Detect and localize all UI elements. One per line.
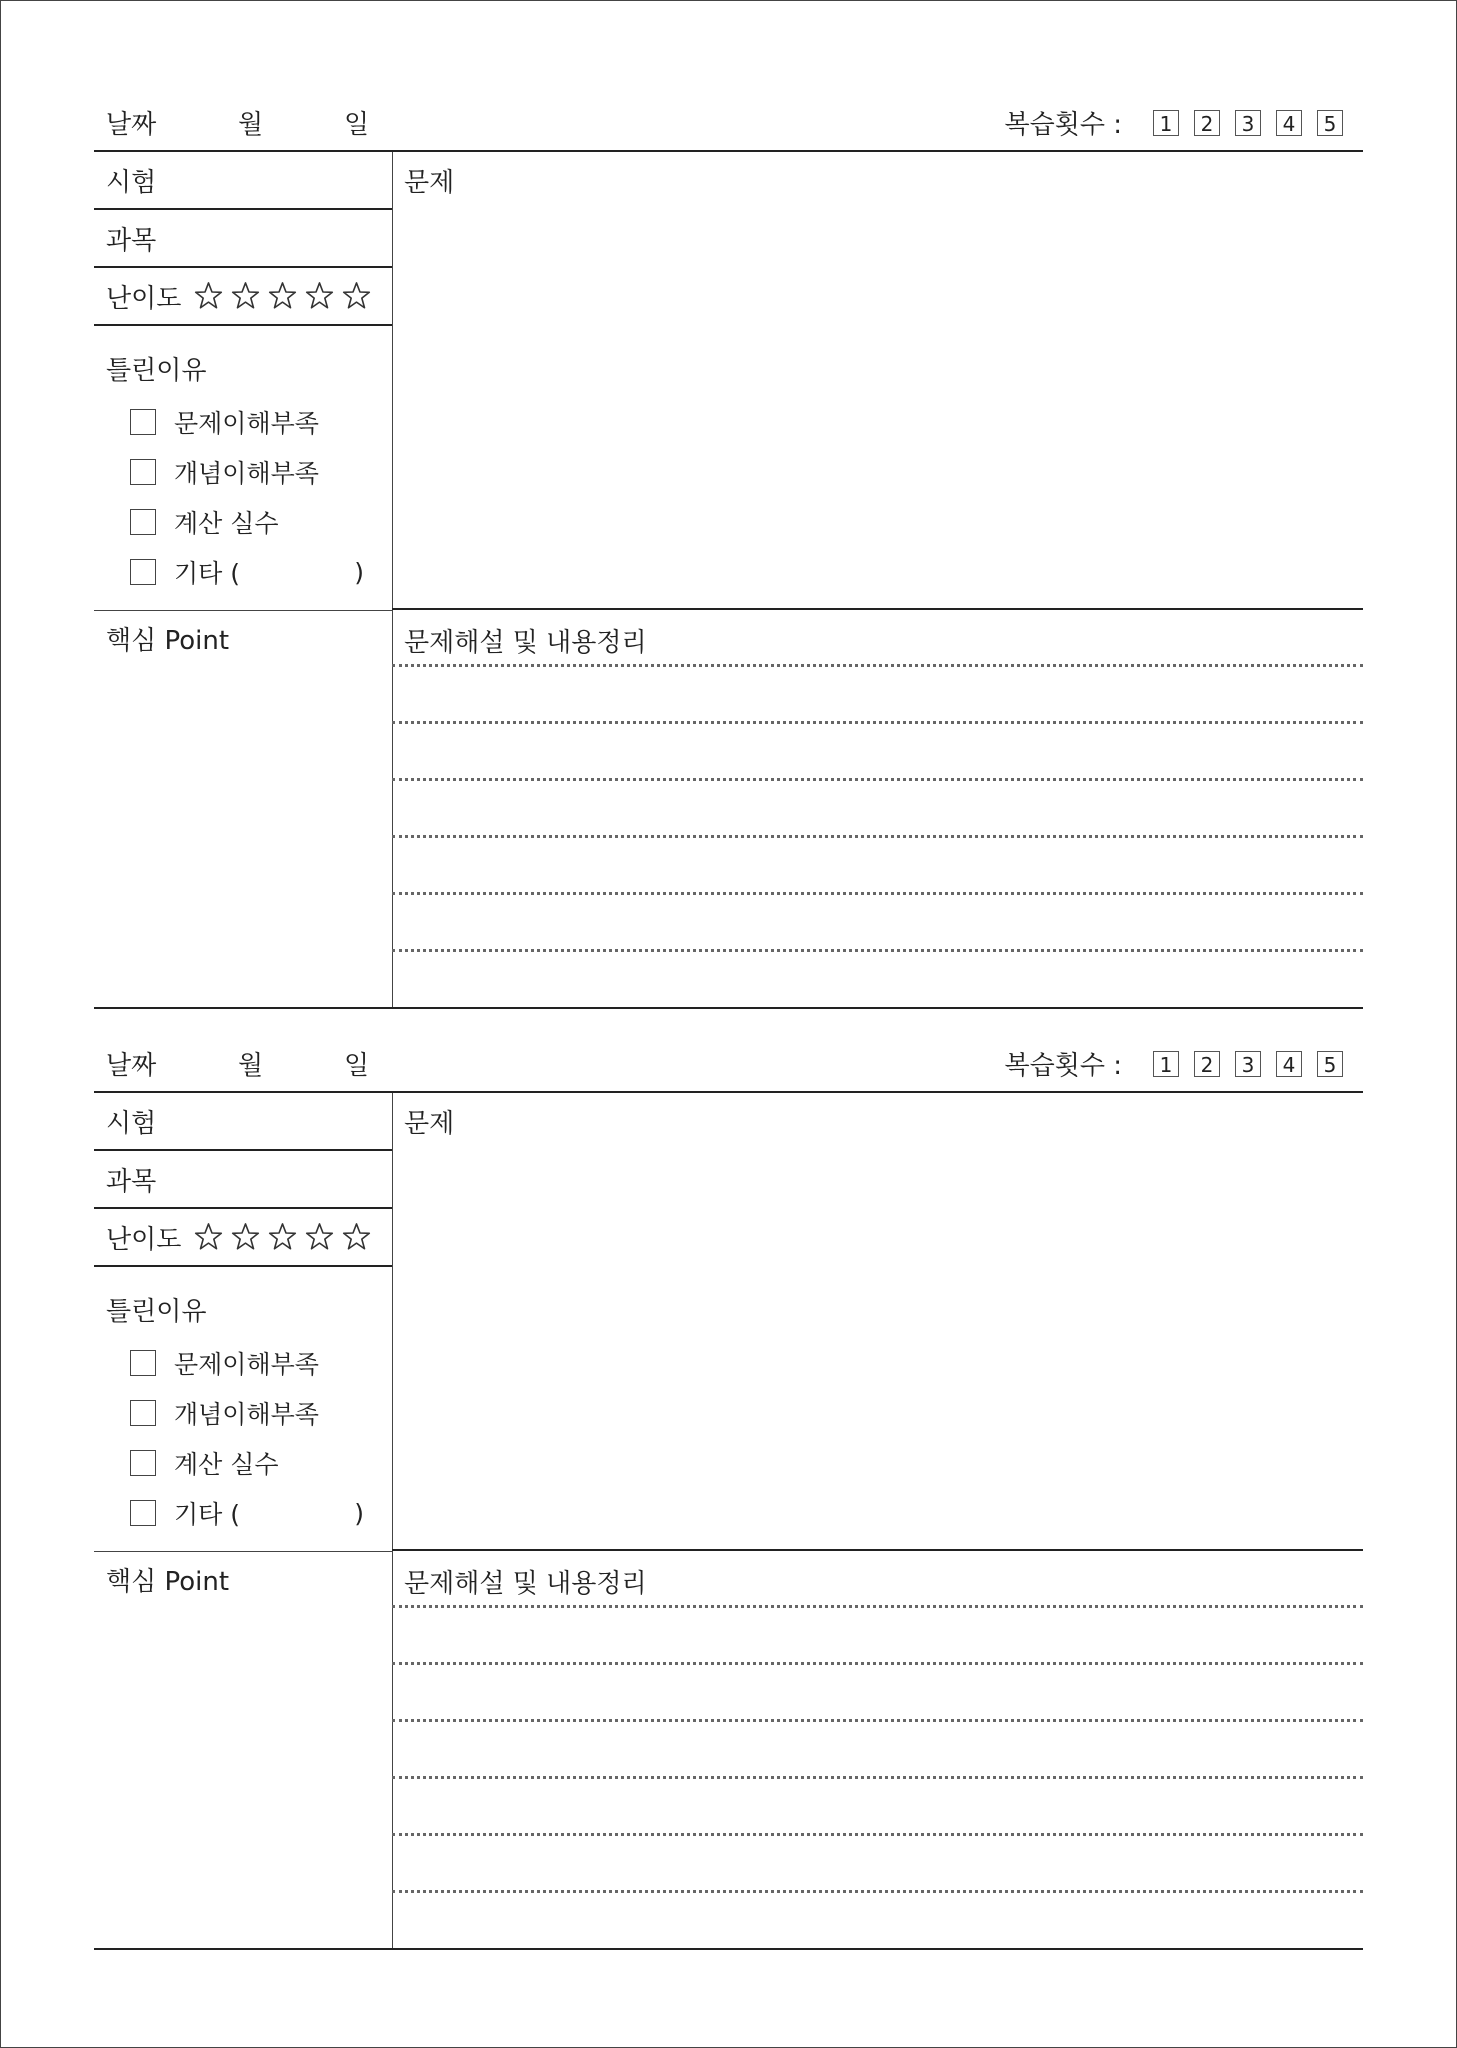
dotted-line	[392, 1776, 1363, 1779]
reason-label: 기타 (	[174, 1500, 241, 1529]
review-box-1[interactable]: 1	[1153, 110, 1179, 136]
problem-label: 문제	[404, 1109, 455, 1139]
star-icon[interactable]	[266, 280, 299, 312]
review-count	[1005, 104, 1344, 141]
dotted-line	[392, 1833, 1363, 1836]
explanation-label: 문제해설 및 내용정리	[404, 1569, 647, 1599]
review-count	[1005, 1045, 1344, 1082]
dotted-line	[392, 721, 1363, 724]
reason-label: 계산 실수	[174, 509, 279, 538]
day-label: 일	[344, 1051, 370, 1081]
month-label: 월	[238, 1051, 264, 1081]
reason-item-other[interactable]	[130, 1495, 364, 1531]
star-icon[interactable]	[192, 1221, 225, 1253]
review-box-2[interactable]: 2	[1194, 1051, 1220, 1077]
exam-field[interactable]	[94, 152, 392, 210]
dotted-line	[392, 1890, 1363, 1893]
reason-checkbox[interactable]	[130, 559, 156, 585]
wrong-reason-block	[94, 1267, 392, 1552]
difficulty-label: 난이도	[106, 1225, 182, 1255]
reason-checkbox[interactable]	[130, 1350, 156, 1376]
reason-label: 문제이해부족	[174, 409, 319, 438]
review-count-label: 복습횟수 :	[1004, 1051, 1122, 1081]
reason-item[interactable]	[130, 404, 319, 440]
reason-label: 문제이해부족	[174, 1350, 319, 1379]
difficulty-field	[94, 268, 392, 326]
sheet-header	[94, 1041, 1363, 1091]
sheet-body	[94, 1091, 1363, 1950]
reason-checkbox[interactable]	[130, 1450, 156, 1476]
reason-label: 계산 실수	[174, 1450, 279, 1479]
date-label: 날짜	[106, 1051, 157, 1081]
day-label: 일	[344, 110, 370, 140]
other-close-paren: )	[354, 1498, 365, 1528]
reason-item[interactable]	[130, 454, 319, 490]
review-box-1[interactable]: 1	[1153, 1051, 1179, 1077]
reason-item-other[interactable]	[130, 554, 364, 590]
date-label: 날짜	[106, 110, 157, 140]
reason-checkbox[interactable]	[130, 1500, 156, 1526]
star-icon[interactable]	[229, 280, 262, 312]
reason-label: 기타 (	[174, 559, 241, 588]
difficulty-stars	[192, 280, 373, 312]
review-box-2[interactable]: 2	[1194, 110, 1220, 136]
reason-item[interactable]	[130, 1445, 279, 1481]
star-icon[interactable]	[266, 1221, 299, 1253]
explanation-area[interactable]	[392, 1551, 1363, 1948]
dotted-line	[392, 1719, 1363, 1722]
subject-field[interactable]	[94, 1151, 392, 1209]
wrong-reason-title: 틀린이유	[106, 1297, 207, 1327]
review-box-4[interactable]: 4	[1276, 1051, 1302, 1077]
review-sheet-2	[94, 1041, 1363, 1950]
star-icon[interactable]	[340, 1221, 373, 1253]
subject-field[interactable]	[94, 210, 392, 268]
other-close-paren: )	[354, 557, 365, 587]
review-box-5[interactable]: 5	[1317, 1051, 1343, 1077]
star-icon[interactable]	[192, 280, 225, 312]
review-box-4[interactable]: 4	[1276, 110, 1302, 136]
sheet-header	[94, 100, 1363, 150]
reason-checkbox[interactable]	[130, 459, 156, 485]
review-box-3[interactable]: 3	[1235, 1051, 1261, 1077]
problem-area[interactable]	[392, 152, 1363, 610]
reason-item[interactable]	[130, 1345, 319, 1381]
star-icon[interactable]	[303, 280, 336, 312]
subject-label: 과목	[106, 1167, 157, 1197]
reason-item[interactable]	[130, 1395, 319, 1431]
explanation-label: 문제해설 및 내용정리	[404, 628, 647, 658]
sheet-body	[94, 150, 1363, 1009]
review-count-label: 복습횟수 :	[1004, 110, 1122, 140]
wrong-reason-title: 틀린이유	[106, 356, 207, 386]
dotted-line	[392, 1662, 1363, 1665]
review-sheet-1	[94, 100, 1363, 1009]
explanation-area[interactable]	[392, 610, 1363, 1007]
reason-label: 개념이해부족	[174, 1400, 319, 1429]
dotted-line	[392, 949, 1363, 952]
difficulty-field	[94, 1209, 392, 1267]
review-box-5[interactable]: 5	[1317, 110, 1343, 136]
dotted-line	[392, 1605, 1363, 1608]
subject-label: 과목	[106, 226, 157, 256]
exam-label: 시험	[106, 1109, 157, 1139]
reason-item[interactable]	[130, 504, 279, 540]
difficulty-label: 난이도	[106, 284, 182, 314]
dotted-line	[392, 835, 1363, 838]
problem-area[interactable]	[392, 1093, 1363, 1551]
exam-label: 시험	[106, 168, 157, 198]
core-point-label: 핵심 Point	[106, 1567, 230, 1597]
core-point-label: 핵심 Point	[106, 626, 230, 656]
month-label: 월	[238, 110, 264, 140]
dotted-line	[392, 892, 1363, 895]
star-icon[interactable]	[340, 280, 373, 312]
left-column	[94, 152, 393, 1007]
star-icon[interactable]	[303, 1221, 336, 1253]
review-box-3[interactable]: 3	[1235, 110, 1261, 136]
star-icon[interactable]	[229, 1221, 262, 1253]
dotted-line	[392, 664, 1363, 667]
reason-checkbox[interactable]	[130, 509, 156, 535]
wrong-reason-block	[94, 326, 392, 611]
reason-label: 개념이해부족	[174, 459, 319, 488]
reason-checkbox[interactable]	[130, 409, 156, 435]
problem-label: 문제	[404, 168, 455, 198]
difficulty-stars	[192, 1221, 373, 1253]
reason-checkbox[interactable]	[130, 1400, 156, 1426]
left-column	[94, 1093, 393, 1948]
exam-field[interactable]	[94, 1093, 392, 1151]
dotted-line	[392, 778, 1363, 781]
